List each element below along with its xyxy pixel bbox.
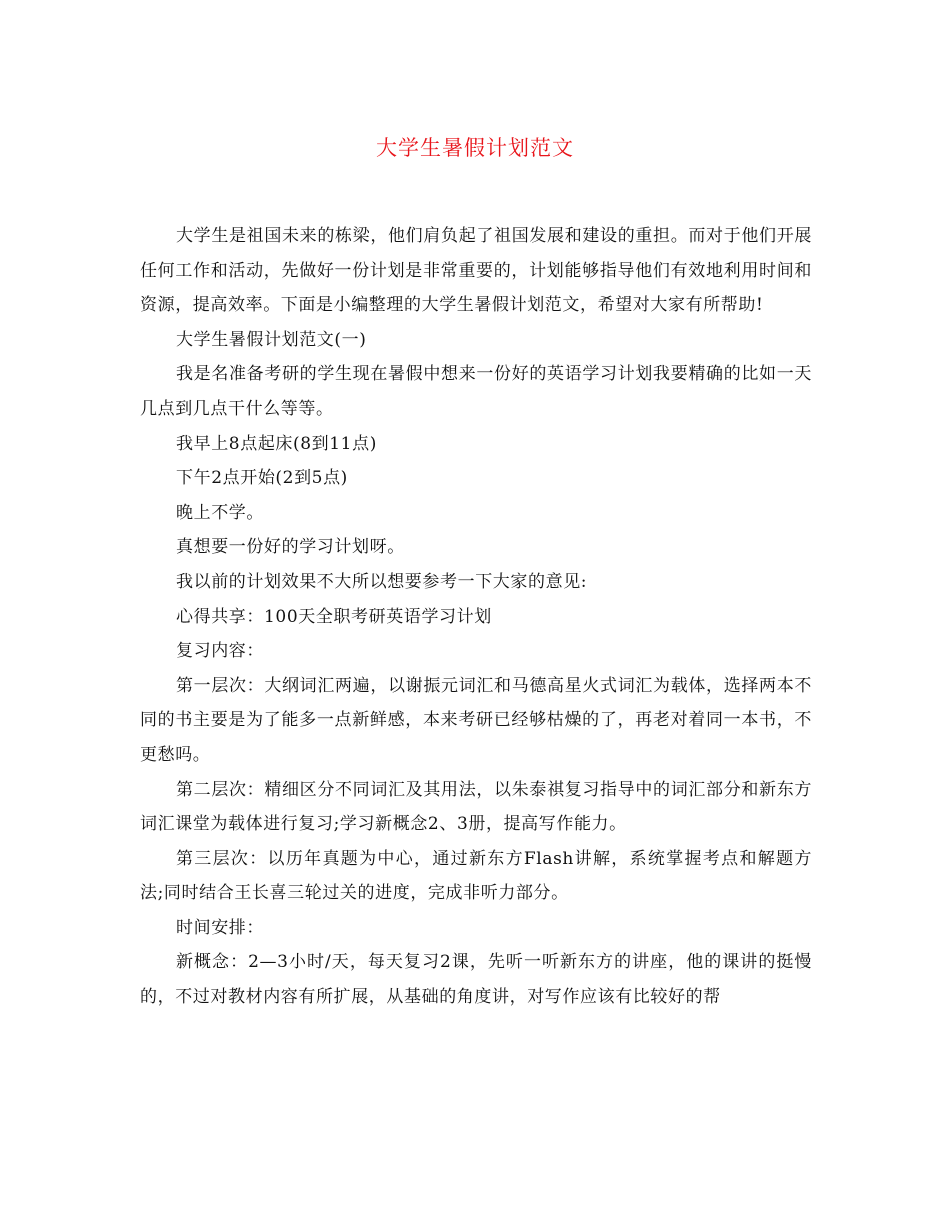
paragraph: 第三层次：以历年真题为中心，通过新东方Flash讲解，系统掌握考点和解题方法;同时结合王长喜三轮过关的进度，完成非听力部分。 <box>140 848 812 904</box>
paragraph: 第二层次：精细区分不同词汇及其用法，以朱泰祺复习指导中的词汇部分和新东方词汇课堂为载体进行复习;学习新概念2、3册，提高写作能力。 <box>140 779 812 835</box>
paragraph: 我是名准备考研的学生现在暑假中想来一份好的英语学习计划我要精确的比如一天几点到几点干什么等等。 <box>140 364 812 419</box>
paragraph: 第一层次：大纲词汇两遍，以谢振元词汇和马德高星火式词汇为载体，选择两本不同的书主要是为了能多一点新鲜感，本来考研已经够枯燥的了，再老对着同一本书，不更愁吗。 <box>140 675 812 765</box>
paragraph: 我以前的计划效果不大所以想要参考一下大家的意见: <box>176 571 588 592</box>
paragraph: 晚上不学。 <box>176 502 264 523</box>
document-title: 大学生暑假计划范文 <box>376 136 574 160</box>
document-body <box>140 219 812 1015</box>
paragraph: 心得共享：100天全职考研英语学习计划 <box>176 606 492 627</box>
paragraph: 下午2点开始(2到5点) <box>176 468 348 489</box>
section-heading: 大学生暑假计划范文(一) <box>176 329 367 350</box>
paragraph: 时间安排： <box>176 917 264 938</box>
paragraph: 我早上8点起床(8到11点) <box>176 433 377 454</box>
paragraph: 复习内容： <box>176 641 264 662</box>
paragraph: 真想要一份好的学习计划呀。 <box>176 537 405 558</box>
paragraph: 新概念：2—3小时/天，每天复习2课，先听一听新东方的讲座，他的课讲的挺慢的，不过对教材内容有所扩展，从基础的角度讲，对写作应该有比较好的帮 <box>140 952 812 1008</box>
intro-paragraph: 大学生是祖国未来的栋梁，他们肩负起了祖国发展和建设的重担。而对于他们开展任何工作和活动，先做好一份计划是非常重要的，计划能够指导他们有效地利用时间和资源，提高效率。下面是小编整理的大学生暑假计划范文，希望对大家有所帮助! <box>140 226 812 316</box>
